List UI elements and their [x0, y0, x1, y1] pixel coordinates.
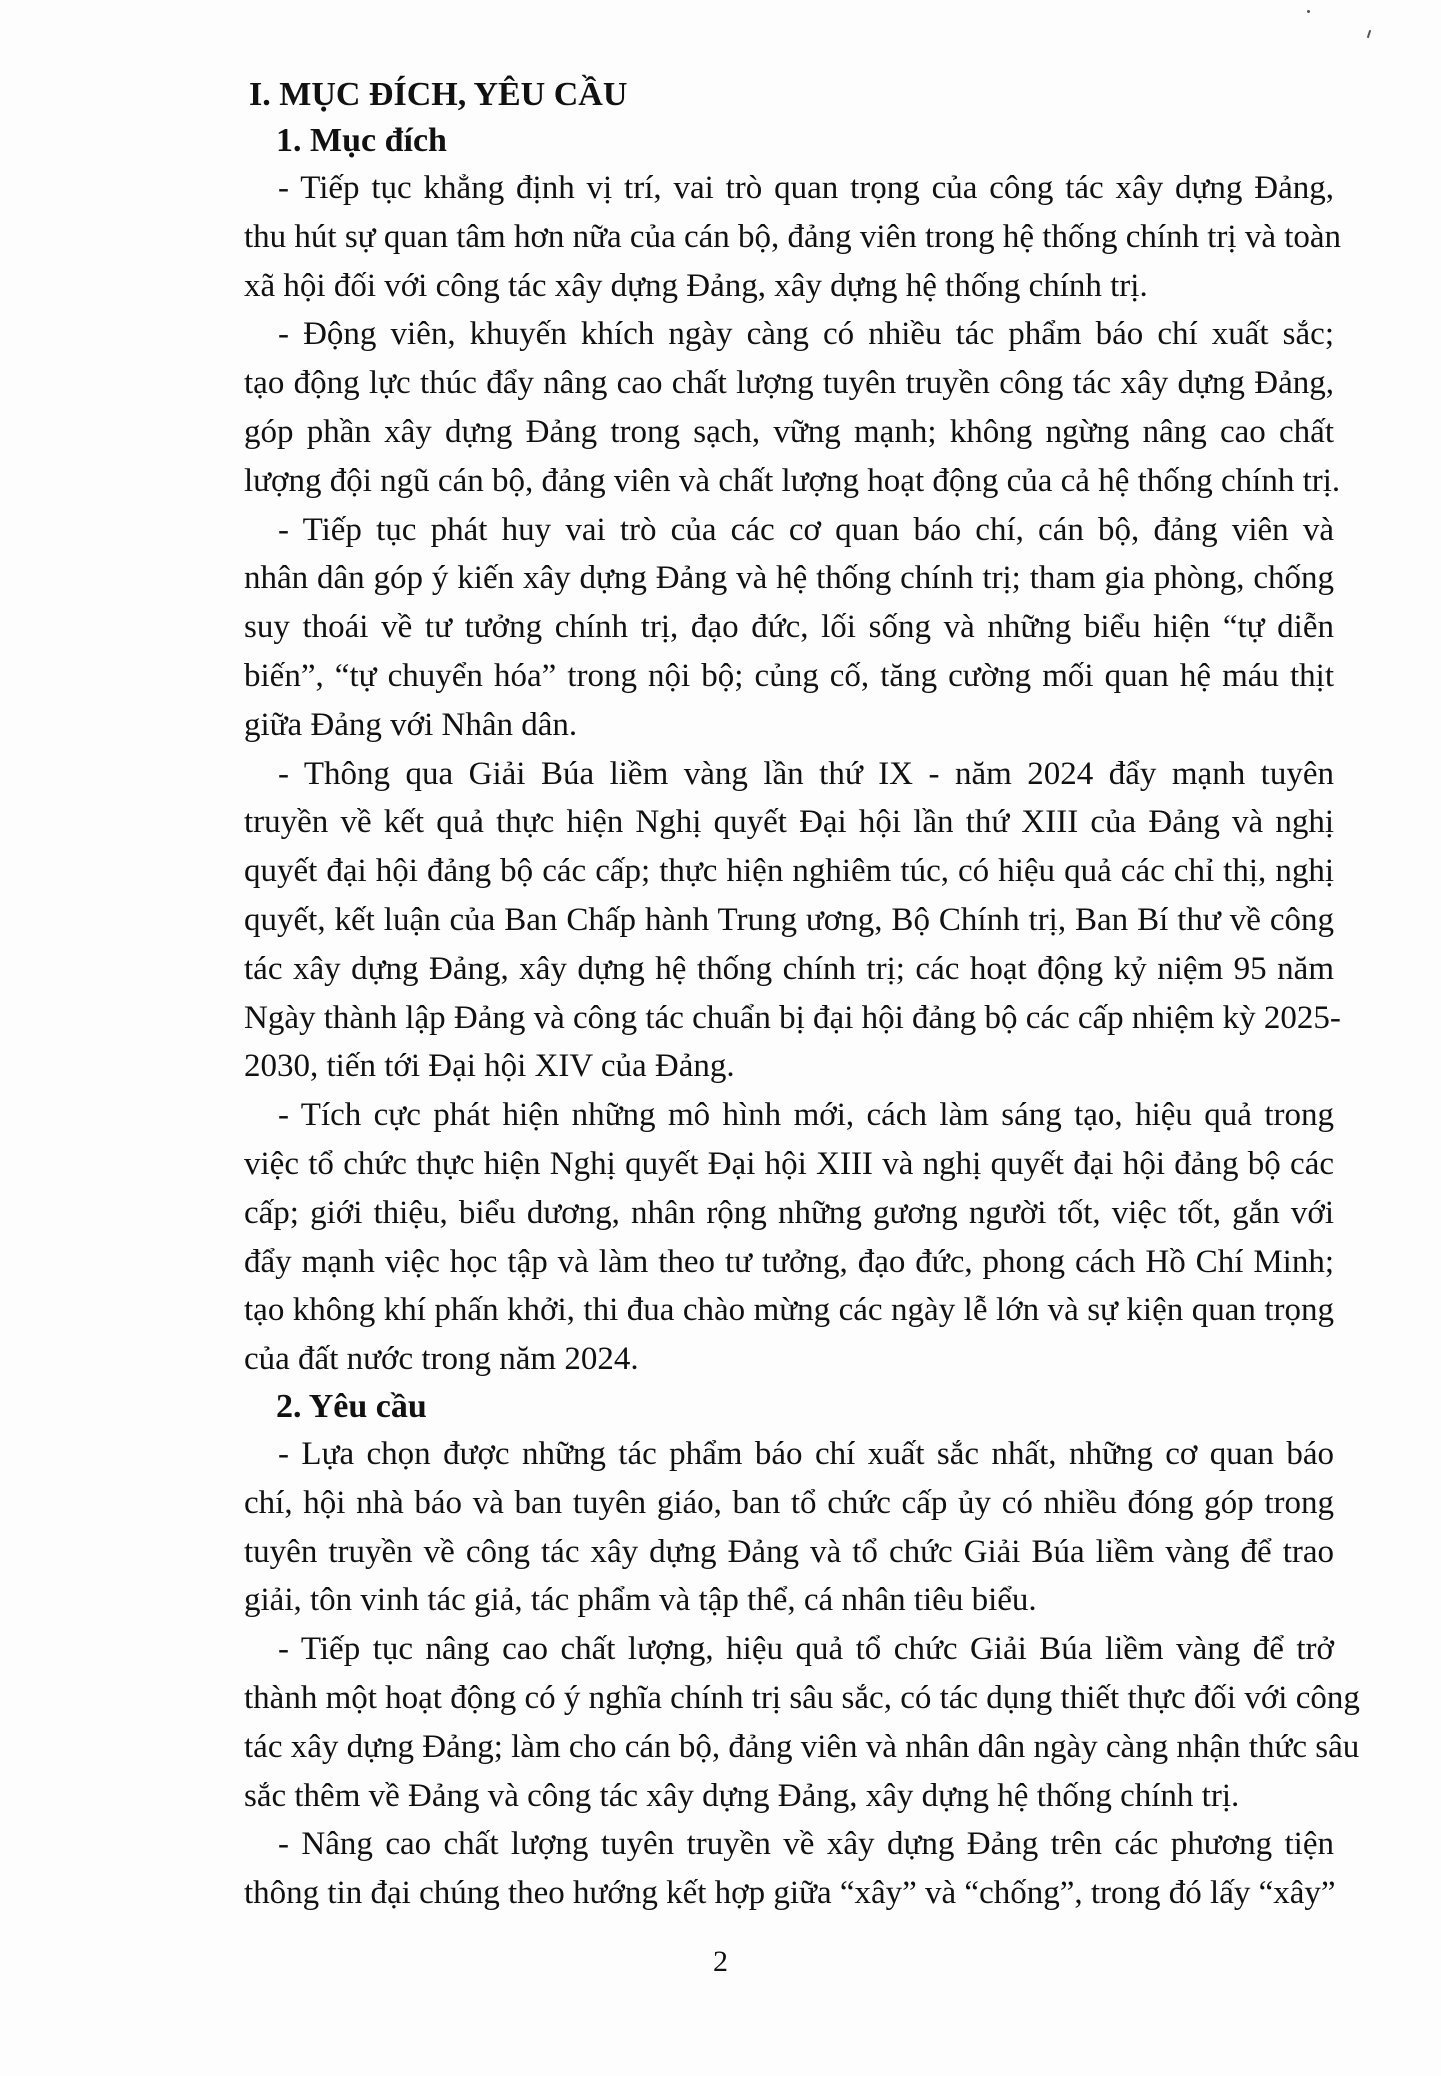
paragraph [244, 750, 1341, 1092]
paragraph-line: - Tiếp tục phát huy vai trò của các cơ quan báo chí, cán bộ, đảng viên và [278, 511, 1334, 548]
purpose-section [244, 164, 1342, 1384]
page-number: 2 [713, 1945, 728, 1978]
paragraph-line: tác xây dựng Đảng; làm cho cán bộ, đảng viên và nhân dân ngày càng nhận thức sâu [244, 1728, 1360, 1765]
paragraph-line: đẩy mạnh việc học tập và làm theo tư tưởng, đạo đức, phong cách Hồ Chí Minh; [244, 1243, 1334, 1280]
paragraph-line: Ngày thành lập Đảng và công tác chuẩn bị đại hội đảng bộ các cấp nhiệm kỳ 2025- [244, 999, 1341, 1036]
paragraph-line: thu hút sự quan tâm hơn nữa của cán bộ, đảng viên trong hệ thống chính trị và toàn [244, 218, 1342, 255]
paragraph-line: tạo động lực thúc đẩy nâng cao chất lượng tuyên truyền công tác xây dựng Đảng, [244, 365, 1334, 402]
section-title: I. MỤC ĐÍCH, YÊU CẦU [249, 76, 628, 113]
paragraph-line: nhân dân góp ý kiến xây dựng Đảng và hệ thống chính trị; tham gia phòng, chống [244, 560, 1334, 597]
requirements-heading: 2. Yêu cầu [276, 1387, 427, 1425]
paragraph [244, 1091, 1334, 1384]
paragraph-line: thành một hoạt động có ý nghĩa chính trị sâu sắc, có tác dụng thiết thực đối với công [244, 1679, 1360, 1716]
paragraph-line: - Nâng cao chất lượng tuyên truyền về xây dựng Đảng trên các phương tiện [278, 1826, 1334, 1863]
paragraph-line: chí, hội nhà báo và ban tuyên giáo, ban tổ chức cấp ủy có nhiều đóng góp trong [244, 1484, 1334, 1521]
paragraph-line: - Lựa chọn được những tác phẩm báo chí xuất sắc nhất, những cơ quan báo [278, 1435, 1334, 1472]
paragraph-line: suy thoái về tư tưởng chính trị, đạo đức, lối sống và những biểu hiện “tự diễn [244, 609, 1334, 646]
paragraph-line: giải, tôn vinh tác giả, tác phẩm và tập thể, cá nhân tiêu biểu. [244, 1582, 1037, 1619]
paragraph-line: thông tin đại chúng theo hướng kết hợp giữa “xây” và “chống”, trong đó lấy “xây” [244, 1875, 1336, 1912]
purpose-heading: 1. Mục đích [276, 122, 447, 159]
paragraph-line: xã hội đối với công tác xây dựng Đảng, xây dựng hệ thống chính trị. [244, 267, 1148, 304]
paragraph [244, 1820, 1334, 1918]
paragraph [244, 310, 1341, 505]
paragraph [244, 506, 1334, 750]
paragraph [244, 1625, 1360, 1820]
paragraph-line: của đất nước trong năm 2024. [244, 1341, 639, 1378]
paragraph-line: góp phần xây dựng Đảng trong sạch, vững mạnh; không ngừng nâng cao chất [244, 413, 1334, 450]
paragraph-line: - Động viên, khuyến khích ngày càng có nhiều tác phẩm báo chí xuất sắc; [278, 316, 1334, 353]
paragraph [244, 164, 1342, 310]
paragraph-line: việc tổ chức thực hiện Nghị quyết Đại hội XIII và nghị quyết đại hội đảng bộ các [244, 1145, 1334, 1182]
requirements-section [244, 1430, 1360, 1918]
scan-speck [1307, 10, 1310, 13]
paragraph-line: lượng đội ngũ cán bộ, đảng viên và chất lượng hoạt động của cả hệ thống chính trị. [244, 462, 1341, 499]
paragraph-line: tác xây dựng Đảng, xây dựng hệ thống chính trị; các hoạt động kỷ niệm 95 năm [244, 950, 1334, 987]
scan-mark [1367, 30, 1371, 38]
paragraph-line: truyền về kết quả thực hiện Nghị quyết Đại hội lần thứ XIII của Đảng và nghị [244, 804, 1334, 841]
paragraph-line: tuyên truyền về công tác xây dựng Đảng và tổ chức Giải Búa liềm vàng để trao [244, 1533, 1334, 1570]
paragraph-line: cấp; giới thiệu, biểu dương, nhân rộng những gương người tốt, việc tốt, gắn với [244, 1194, 1334, 1231]
paragraph [244, 1430, 1334, 1625]
paragraph-line: - Tích cực phát hiện những mô hình mới, cách làm sáng tạo, hiệu quả trong [278, 1097, 1334, 1134]
paragraph-line: tạo không khí phấn khởi, thi đua chào mừng các ngày lễ lớn và sự kiện quan trọng [244, 1292, 1334, 1329]
paragraph-line: quyết, kết luận của Ban Chấp hành Trung ương, Bộ Chính trị, Ban Bí thư về công [244, 901, 1334, 938]
document-body [244, 72, 1360, 1918]
paragraph-line: 2030, tiến tới Đại hội XIV của Đảng. [244, 1048, 735, 1085]
paragraph-line: - Tiếp tục nâng cao chất lượng, hiệu quả tổ chức Giải Búa liềm vàng để trở [278, 1631, 1334, 1668]
paragraph-line: biến”, “tự chuyển hóa” trong nội bộ; củng cố, tăng cường mối quan hệ máu thịt [244, 657, 1334, 694]
paragraph-line: - Thông qua Giải Búa liềm vàng lần thứ IX - năm 2024 đẩy mạnh tuyên [278, 755, 1334, 792]
paragraph-line: quyết đại hội đảng bộ các cấp; thực hiện nghiêm túc, có hiệu quả các chỉ thị, nghị [244, 853, 1334, 890]
paragraph-line: giữa Đảng với Nhân dân. [244, 706, 578, 743]
paragraph-line: sắc thêm về Đảng và công tác xây dựng Đảng, xây dựng hệ thống chính trị. [244, 1777, 1240, 1814]
paragraph-line: - Tiếp tục khẳng định vị trí, vai trò quan trọng của công tác xây dựng Đảng, [278, 170, 1334, 206]
